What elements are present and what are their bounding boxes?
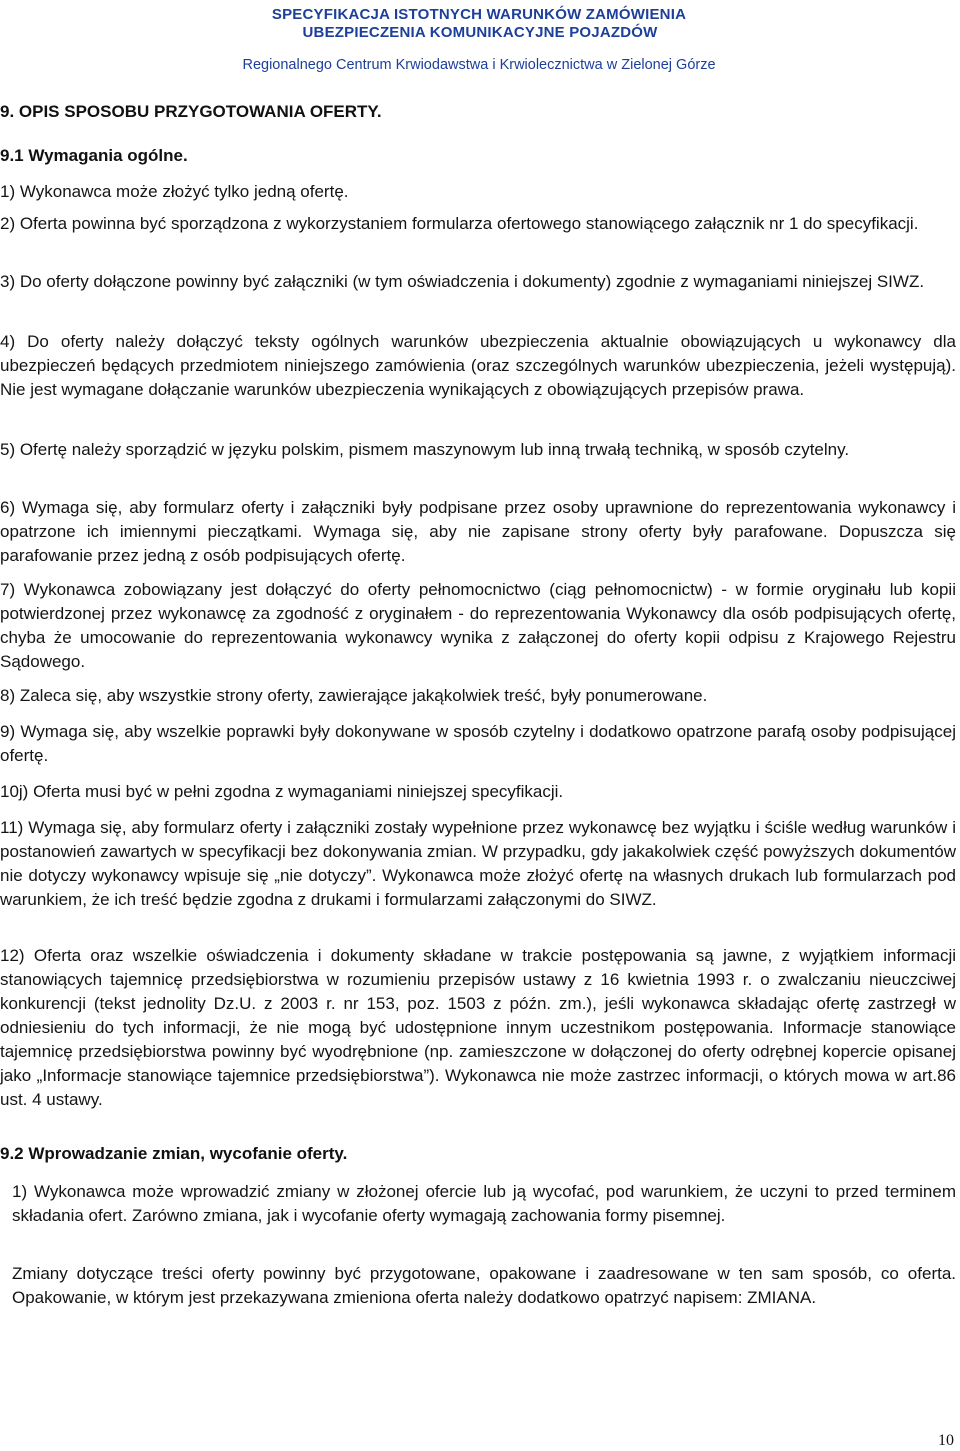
list-item: 1) Wykonawca może wprowadzić zmiany w złożonej ofercie lub ją wycofać, pod warunkiem, że uczyni to przed terminem składania ofert. Zarówno zmiana, jak i wycofanie oferty wymagają zachowania formy pisemnej. <box>12 1182 956 1225</box>
list-item: 1) Wykonawca może złożyć tylko jedną ofertę. <box>0 182 349 201</box>
header-title-line2: UBEZPIECZENIA KOMUNIKACYJNE POJAZDÓW <box>302 24 658 41</box>
list-item: 12) Oferta oraz wszelkie oświadczenia i dokumenty składane w trakcie postępowania są jawne, z wyjątkiem informacji stanowiących tajemnicę przedsiębiorstwa w rozumieniu przepisów ustawy z 16 kwietnia 1993 r. o zwalczaniu nieuczciwej konkurencji (tekst jednolity Dz.U. z 2003 r. nr 153, poz. 1503 z późn. zm.), jeśli wykonawca składając ofertę zastrzegł w odniesieniu do tych informacji, że nie mogą być udostępnione innym uczestnikom postępowania. Informacje stanowiące tajemnicę przedsiębiorstwa powinny być wyodrębnione (np. zamieszczone w dołączonej do oferty odrębnej kopercie opisanej jako „Informacje stanowiące tajemnice przedsiębiorstwa”). Wykonawca nie może zastrzec informacji, o których mowa w art.86 ust. 4 ustawy. <box>0 946 956 1109</box>
section-title: 9. OPIS SPOSOBU PRZYGOTOWANIA OFERTY. <box>0 102 382 121</box>
list-item: 4) Do oferty należy dołączyć teksty ogólnych warunków ubezpieczenia aktualnie obowiązujących u wykonawcy dla ubezpieczeń będących przedmiotem niniejszego zamówienia (oraz szczególnych warunków ubezpieczenia, jeżeli występują). Nie jest wymagane dołączanie warunków ubezpieczenia wynikających z obowiązujących przepisów prawa. <box>0 332 956 399</box>
list-item: Zmiany dotyczące treści oferty powinny być przygotowane, opakowane i zaadresowane w ten sam sposób, co oferta. Opakowanie, w którym jest przekazywana zmieniona oferta należy dodatkowo opatrzyć napisem: ZMIANA. <box>12 1264 956 1307</box>
subsection-title: 9.2 Wprowadzanie zmian, wycofanie oferty. <box>0 1144 348 1163</box>
list-item: 6) Wymaga się, aby formularz oferty i załączniki były podpisane przez osoby uprawnione do reprezentowania wykonawcy i opatrzone ich imiennymi pieczątkami. Wymaga się, aby nie zapisane strony oferty były parafowane. Dopuszcza się parafowanie przez jedną z osób podpisujących ofertę. <box>0 498 956 565</box>
header-organization: Regionalnego Centrum Krwiodawstwa i Krwiolecznictwa w Zielonej Górze <box>242 57 716 73</box>
page-number: 10 <box>938 1432 954 1449</box>
list-item: 10j) Oferta musi być w pełni zgodna z wymaganiami niniejszej specyfikacji. <box>0 782 564 801</box>
list-item: 11) Wymaga się, aby formularz oferty i załączniki zostały wypełnione przez wykonawcę bez wyjątku i ściśle według warunków i postanowień zawartych w specyfikacji bez dokonywania zmian. W przypadku, gdy jakakolwiek część powyższych dokumentów nie dotyczy wykonawcy wpisuje się „nie dotyczy”. Wykonawca może złożyć ofertę na własnych drukach lub formularzach pod warunkiem, że ich treść będzie zgodna z drukami i formularzami załączonymi do SIWZ. <box>0 818 956 909</box>
list-item: 9) Wymaga się, aby wszelkie poprawki były dokonywane w sposób czytelny i dodatkowo opatrzone parafą osoby podpisującej ofertę. <box>0 722 956 765</box>
list-item: 8) Zaleca się, aby wszystkie strony oferty, zawierające jakąkolwiek treść, były ponumerowane. <box>0 686 708 705</box>
header-title-line1: SPECYFIKACJA ISTOTNYCH WARUNKÓW ZAMÓWIENIA <box>271 6 687 23</box>
list-item: 3) Do oferty dołączone powinny być załączniki (w tym oświadczenia i dokumenty) zgodnie z wymaganiami niniejszej SIWZ. <box>0 272 925 291</box>
list-item: 5) Ofertę należy sporządzić w języku polskim, pismem maszynowym lub inną trwałą techniką, w sposób czytelny. <box>0 440 850 459</box>
list-item: 7) Wykonawca zobowiązany jest dołączyć do oferty pełnomocnictwo (ciąg pełnomocnictw) - w formie oryginału lub kopii potwierdzonej przez wykonawcę za zgodność z oryginałem - do reprezentowania Wykonawcy dla osób podpisujących ofertę, chyba że umocowanie do reprezentowania wykonawcy wynika z załączonej do oferty kopii odpisu z Krajowego Rejestru Sądowego. <box>0 580 956 671</box>
list-item: 2) Oferta powinna być sporządzona z wykorzystaniem formularza ofertowego stanowiącego załącznik nr 1 do specyfikacji. <box>0 214 919 233</box>
subsection-title: 9.1 Wymagania ogólne. <box>0 146 188 165</box>
